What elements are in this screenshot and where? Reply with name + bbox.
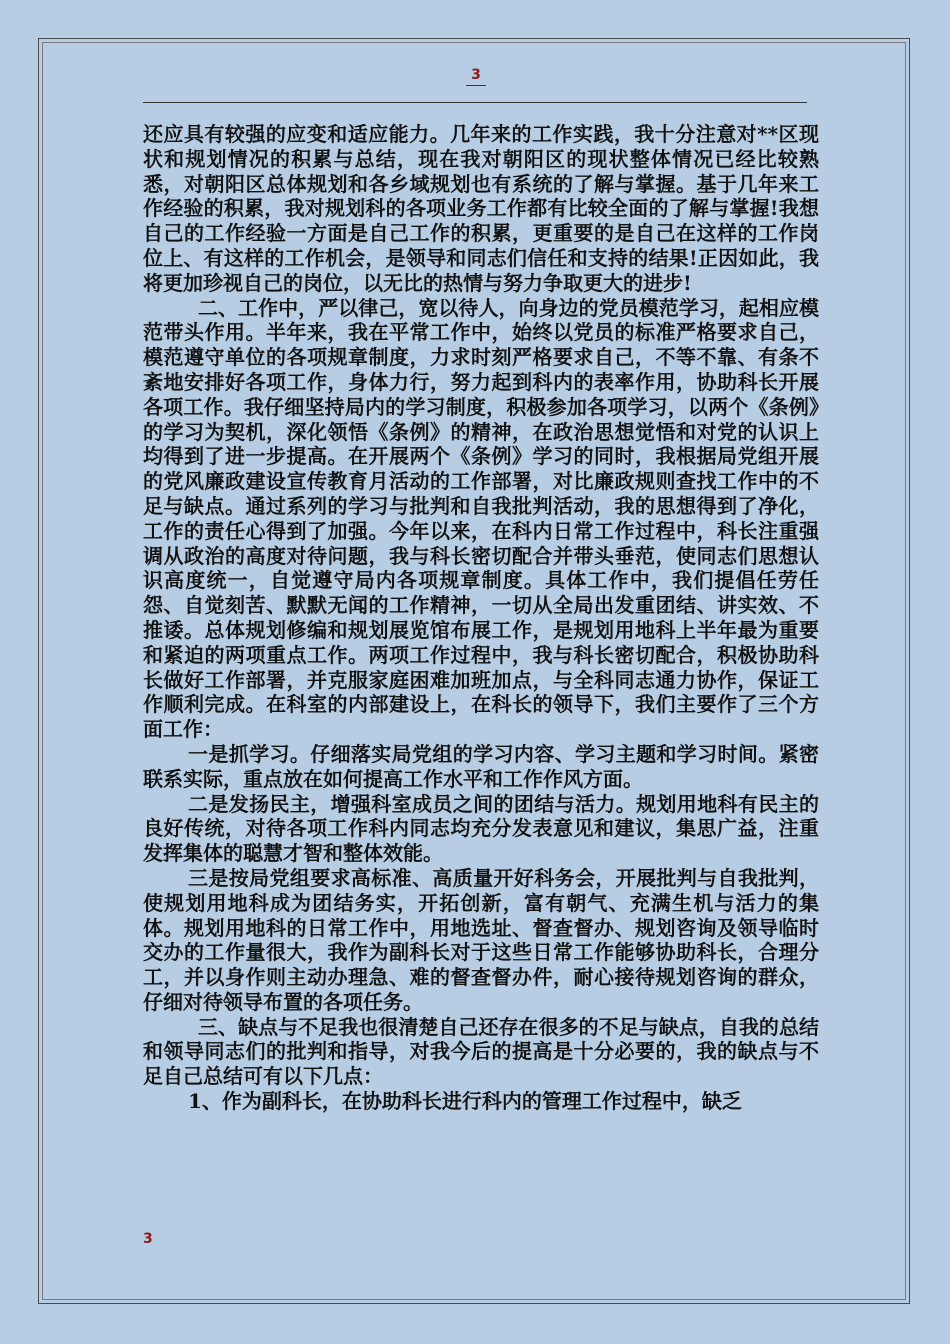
paragraph-section-2: 二、工作中，严以律己，宽以待人，向身边的党员模范学习，起相应模范带头作用。半年来，我在平常工作中，始终以党员的标准严格要求自己，模范遵守单位的各项规章制度，力求时刻严格要求自己，不等不靠、有条不紊地安排好各项工作，身体力行，努力起到科内的表率作用，协助科长开展各项工作。我仔细坚持局内的学习制度，积极参加各项学习，以两个《条例》的学习为契机，深化领悟《条例》的精神，在政治思想觉悟和对党的认识上均得到了进一步提高。在开展两个《条例》学习的同时，我根据局党组开展的党风廉政建设宣传教育月活动的工作部署，对比廉政规则查找工作中的不足与缺点。通过系列的学习与批判和自我批判活动，我的思想得到了净化，工作的责任心得到了加强。今年以来，在科内日常工作过程中，科长注重强调从政治的高度对待问题，我与科长密切配合并带头垂范，使同志们思想认识高度统一，自觉遵守局内各项规章制度。具体工作中，我们提倡任劳任怨、自觉刻苦、默默无闻的工作精神，一切从全局出发重团结、讲实效、不推诿。总体规划修编和规划展览馆布展工作，是规划用地科上半年最为重要和紧迫的两项重点工作。两项工作过程中，我与科长密切配合，积极协助科长做好工作部署，并克服家庭困难加班加点，与全科同志通力协作，保证工作顺利完成。在科室的内部建设上，在科长的领导下，我们主要作了三个方面工作： bbox=[143, 295, 819, 742]
header-rule bbox=[143, 102, 807, 103]
footer-page-number: 3 bbox=[143, 1231, 153, 1247]
document-body bbox=[143, 122, 819, 1114]
header-page-number: 3 bbox=[466, 65, 486, 86]
paragraph-item-3: 三是按局党组要求高标准、高质量开好科务会，开展批判与自我批判，使规划用地科成为团结务实，开拓创新，富有朝气、充满生机与活力的集体。规划用地科的日常工作中，用地选址、督查督办、规划咨询及领导临时交办的工作量很大，我作为副科长对于这些日常工作能够协助科长，合理分工，并以身作则主动办理急、难的督查督办件，耐心接待规划咨询的群众，仔细对待领导布置的各项任务。 bbox=[143, 865, 819, 1014]
paragraph-item-1: 一是抓学习。仔细落实局党组的学习内容、学习主题和学习时间。紧密联系实际，重点放在如何提高工作水平和工作作风方面。 bbox=[143, 741, 819, 791]
paragraph-section-3: 三、缺点与不足我也很清楚自己还存在很多的不足与缺点，自我的总结和领导同志们的批判和指导，对我今后的提高是十分必要的，我的缺点与不足自己总结可有以下几点： bbox=[143, 1014, 819, 1089]
paragraph-1: 还应具有较强的应变和适应能力。几年来的工作实践，我十分注意对**区现状和规划情况的积累与总结，现在我对朝阳区的现状整体情况已经比较熟悉，对朝阳区总体规划和各乡域规划也有系统的了解与掌握。基于几年来工作经验的积累，我对规划科的各项业务工作都有比较全面的了解与掌握!我想自己的工作经验一方面是自己工作的积累，更重要的是自己在这样的工作岗位上、有这样的工作机会，是领导和同志们信任和支持的结果!正因如此，我将更加珍视自己的岗位，以无比的热情与努力争取更大的进步! bbox=[143, 122, 819, 295]
paragraph-item-2: 二是发扬民主，增强科室成员之间的团结与活力。规划用地科有民主的良好传统，对待各项工作科内同志均充分发表意见和建议，集思广益，注重发挥集体的聪慧才智和整体效能。 bbox=[143, 791, 819, 866]
paragraph-point-1: 1、作为副科长，在协助科长进行科内的管理工作过程中，缺乏 bbox=[188, 1089, 742, 1114]
